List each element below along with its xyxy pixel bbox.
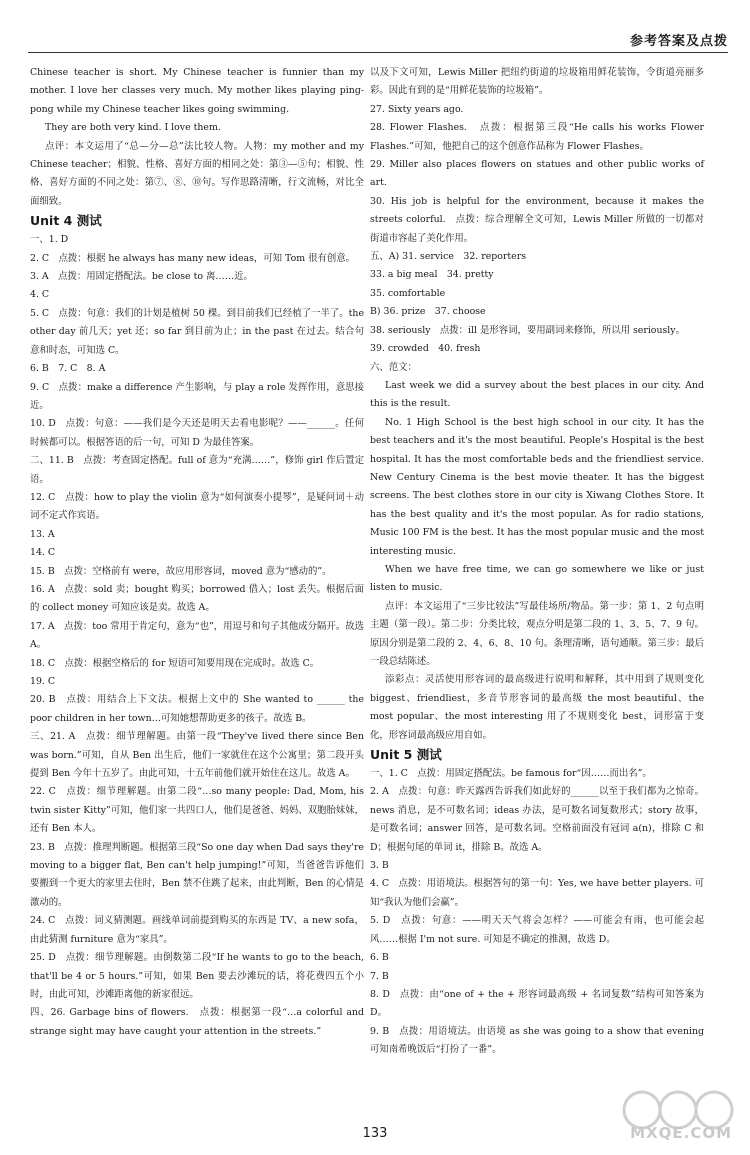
answer-line: Chinese teacher is short. My Chinese teacher is funnier than my mother. I love her classes very much. My mother likes playing ping-pong while my Chinese teacher likes going swimming.: [30, 67, 364, 115]
answer-line: 添彩点：灵活使用形容词的最高级进行说明和解释，其中用到了规则变化 biggest、friendliest，多音节形容词的最高级 the most beautiful、the most popular、the most interesting 用了不规则变化 best，词形富于变化，形容词最高级应用自如。: [370, 674, 704, 741]
answer-line: 25. D 点拨：细节理解题。由倒数第二段“If he wants to go to the beach, that'll be 4 or 5 hours.”可知，如果 Ben 要去沙滩玩的话，将花费四五个小时，由此可知，沙滩距离他的新家很远。: [30, 952, 364, 1000]
page-header-title: 参考答案及点拨: [629, 34, 728, 49]
answer-line: Last week we did a survey about the best places in our city. And this is the result.: [370, 379, 704, 410]
answer-line: 四、26. Garbage bins of flowers. 点拨：根据第一段“…a colorful and strange sight may have caught your attention in the streets.”: [30, 1007, 364, 1037]
header-rule: [28, 52, 728, 53]
answer-line: 20. B 点拨：用结合上下文法。根据上文中的 She wanted to ______ the poor children in her town…可知她想帮助更多的孩子。故选 B。: [30, 694, 364, 724]
answer-line: 29. Miller also places flowers on statues and other public works of art.: [370, 159, 704, 189]
answer-line: 17. A 点拨：too 常用于肯定句，意为“也”，用逗号和句子其他成分隔开。故选 A。: [30, 620, 364, 651]
answer-line: 二、11. B 点拨：考查固定搭配。full of 意为“充满……”，修饰 girl 作后置定语。: [30, 455, 364, 485]
answer-line: 23. B 点拨：推理判断题。根据第三段“So one day when Dad says they're moving to a bigger flat, Ben can't help jumping!”可知，当爸爸告诉他们要搬到一个更大的家里去住时，Ben 禁不住跳了起来，由此判断，Ben 的心情是激动的。: [30, 841, 364, 908]
answer-line: 5. C 点拨：句意：我们的计划是植树 50 棵。到目前我们已经植了一半了。the other day 前几天；yet 还；so far 到目前为止；in the past 在过去。结合句意和时态，可知选 C。: [30, 307, 364, 356]
answer-line: 三、21. A 点拨：细节理解题。由第一段“They've lived there since Ben was born.”可知，自从 Ben 出生后，他们一家就住在这个公寓里；第二段开头提到 Ben 今年十五岁了。由此可知，十五年前他们就开始住在这儿。故选 A。: [30, 731, 364, 780]
answer-line: 12. C 点拨：how to play the violin 意为“如何演奏小提琴”，是疑问词＋动词不定式作宾语。: [30, 491, 364, 522]
answer-line: 24. C 点拨：词义猜测题。画线单词前提到购买的东西是 TV、a new sofa，由此猜测 furniture 意为“家具”。: [30, 915, 364, 945]
answer-line: 35. comfortable: [370, 287, 446, 299]
answer-line: 13. A: [30, 528, 55, 540]
answer-line: 14. C: [30, 547, 56, 559]
answer-line: 33. a big meal 34. pretty: [370, 269, 494, 281]
answer-line: 2. A 点拨：句意：昨天露西告诉我们如此好的______以至于我们都为之惊奇。news 消息，是不可数名词；ideas 办法，是可数名词复数形式；story 故事，是可数名词；answer 回答，是可数名词。空格前面没有冠词 a(n)，排除 C 和 D；根据句尾的单词 it，排除 B。故选 A。: [370, 786, 704, 853]
answer-line: They are both very kind. I love them.: [45, 122, 221, 134]
answer-line: 一、1. C 点拨：用固定搭配法。be famous for“因……而出名”。: [370, 768, 652, 780]
answer-line: 8. D 点拨：由“one of + the + 形容词最高级 + 名词复数”结构可知答案为 D。: [370, 988, 704, 1019]
answer-line: 22. C 点拨：细节理解题。由第二段“…so many people: Dad, Mom, his twin sister Kitty”可知，他们家一共四口人，他们是爸爸、妈妈、双胞胎妹妹，还有 Ben 本人。: [30, 786, 364, 835]
answer-line: 3. B: [370, 860, 389, 872]
answer-line: 3. A 点拨：用固定搭配法。be close to 离……近。: [30, 271, 253, 283]
answer-line: 一、1. D: [30, 234, 69, 246]
answer-line: 点评：本文运用了“总—分—总”法比较人物。人物：my mother and my Chinese teacher；相貌、性格、喜好方面的相同之处：第③—⑤句；相貌、性格、喜好方面的不同之处：第⑦、⑧、⑩句。写作思路清晰，行文流畅，对比全面细致。: [30, 140, 364, 207]
answer-line: 7. B: [370, 970, 389, 982]
answer-line: 9. C 点拨：make a difference 产生影响，与 play a role 发挥作用，意思接近。: [30, 381, 364, 411]
answer-line: 5. D 点拨：句意：——明天天气将会怎样？——可能会有雨，也可能会起风……根据 I'm not sure. 可知是不确定的推测，故选 D。: [370, 915, 704, 945]
answer-line: 10. D 点拨：句意：——我们是今天还是明天去看电影呢？——______。任何时候都可以。根据答语的后一句，可知 D 为最佳答案。: [30, 418, 364, 448]
answer-line: 6. B 7. C 8. A: [30, 363, 106, 375]
right-column: [370, 64, 704, 1060]
answer-line: 9. B 点拨：用语境法。由语境 as she was going to a show that evening 可知南希晚饭后“打扮了一番”。: [370, 1025, 704, 1056]
answer-line: No. 1 High School is the best high school in our city. It has the best teachers and it's the most beautiful. People's Hospital is the best hospital. It has the most comfortable beds and the friendliest service. New Century Cinema is the best movie theater. It has the biggest screens. The best clothes store in our city is Xiwang Clothes Store. It has the best quality and it's the most popular. As for radio stations, Music 100 FM is the best. It has the most popular music and the most interesting music.: [370, 416, 704, 557]
answer-line: 15. B 点拨：空格前有 were，故应用形容词，moved 意为“感动的”。: [30, 565, 332, 577]
answer-line: 4. C 点拨：用语境法。根据答句的第一句：Yes, we have better players. 可知“我认为他们会赢”。: [370, 878, 704, 908]
answer-line: 30. His job is helpful for the environment, because it makes the streets colorful. 点拨：综合理解全文可知，Lewis Miller 所做的一切都对街道市容起了美化作用。: [370, 195, 704, 244]
watermark-text: MXQE.COM: [630, 1124, 732, 1142]
unit-heading: Unit 4 测试: [30, 213, 102, 229]
answer-line: 39. crowded 40. fresh: [370, 343, 481, 355]
answer-line: 点评：本文运用了“三步比较法”写最佳场所/物品。第一步：第 1、2 句点明主题（第一段）。第二步：分类比较，观点分明是第二段的 1、3、5、7、9 句。原因分别是第二段的 2、4、6、8、10 句。条理清晰，语句通顺。第三步：最后一段总结陈述。: [370, 600, 704, 667]
answer-line: 38. seriously 点拨：ill 是形容词，要用副词来修饰，所以用 seriously。: [370, 324, 685, 336]
answer-line: 27. Sixty years ago.: [370, 103, 464, 115]
answer-line: 4. C: [30, 289, 50, 301]
answer-line: 以及下文可知，Lewis Miller 把纽约街道的垃圾箱用鲜花装饰，令街道亮丽多彩。因此有到的是“用鲜花装饰的垃圾箱”。: [370, 67, 704, 97]
answer-line: 六、范文：: [370, 361, 417, 373]
answer-line: When we have free time, we can go somewhere we like or just listen to music.: [370, 563, 704, 594]
answer-line: 19. C: [30, 676, 56, 687]
answer-line: 16. A 点拨：sold 卖；bought 购买；borrowed 借入；lost 丢失。根据后面的 collect money 可知应该是卖。故选 A。: [30, 583, 364, 614]
unit-heading: Unit 5 测试: [370, 747, 442, 763]
left-column: [30, 64, 364, 1041]
answer-line: 28. Flower Flashes. 点拨：根据第三段“He calls his works Flower Flashes.”可知，他把自己的这个创意作品称为 Flower Flashes。: [370, 122, 704, 152]
answer-line: 18. C 点拨：根据空格后的 for 短语可知要用现在完成时。故选 C。: [30, 657, 320, 669]
answer-line: B) 36. prize 37. choose: [370, 306, 486, 318]
page-number: 133: [362, 1126, 388, 1141]
answer-line: 6. B: [370, 952, 389, 964]
answer-line: 五、A) 31. service 32. reporters: [370, 251, 527, 263]
answer-line: 2. C 点拨：根据 he always has many new ideas，可知 Tom 很有创意。: [30, 252, 355, 264]
